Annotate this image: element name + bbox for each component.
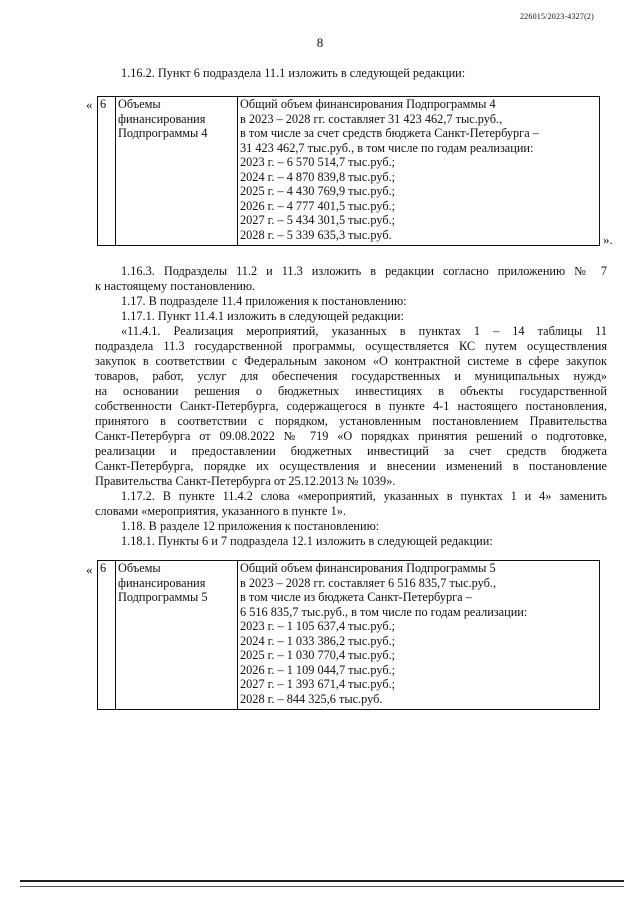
table1-close-quote: ». <box>603 232 613 247</box>
table1-value-line: 31 423 462,7 тыс.руб., в том числе по годам реализации: <box>240 140 534 155</box>
table2-open-quote: « <box>86 562 93 577</box>
table1-value-line: 2023 г. – 6 570 514,7 тыс.руб.; <box>240 155 396 169</box>
table1-label-line: финансирования <box>118 111 206 126</box>
table2-value-cell <box>238 561 600 710</box>
page-bottom-rule-thin <box>20 886 624 887</box>
table1-value-line: 2027 г. – 5 434 301,5 тыс.руб.; <box>240 213 396 227</box>
table2-value-line: 2024 г. – 1 033 386,2 тыс.руб.; <box>240 633 396 648</box>
document-registration-number: 226015/2023-4327(2) <box>519 12 594 21</box>
table2-row-number: 6 <box>98 561 116 710</box>
financing-table-subprogram-5 <box>97 560 600 710</box>
table2-value-line: 2023 г. – 1 105 637,4 тыс.руб.; <box>240 619 396 633</box>
table2-label-cell <box>116 561 238 710</box>
paragraph-1-18-1: 1.18.1. Пункты 6 и 7 подраздела 12.1 изложить в следующей редакции: <box>121 534 493 548</box>
paragraph-1-18: 1.18. В разделе 12 приложения к постановлению: <box>121 519 380 533</box>
paragraph-line: Правительства Санкт-Петербурга от 25.12.2013 № 1039». <box>95 474 396 488</box>
table1-value-line: 2026 г. – 4 777 401,5 тыс.руб.; <box>240 198 396 213</box>
paragraph-1-16-2: 1.16.2. Пункт 6 подраздела 11.1 изложить в следующей редакции: <box>121 66 466 80</box>
table1-row-number: 6 <box>98 97 116 246</box>
table1-open-quote: « <box>86 97 93 112</box>
table1-label-line: Подпрограммы 4 <box>118 126 208 140</box>
table2-value-line: 2028 г. – 844 325,6 тыс.руб. <box>240 691 383 706</box>
table2-label-line: финансирования <box>118 575 206 590</box>
paragraph-1-17-2: 1.17.2. В пункте 11.4.2 слова «мероприятий, указанных в пунктах 1 и 4» заменить <box>121 489 607 503</box>
table2-value-line: в том числе из бюджета Санкт-Петербурга – <box>240 590 472 604</box>
paragraph-1-17: 1.17. В подразделе 11.4 приложения к постановлению: <box>121 294 407 308</box>
table2-value-line: 2025 г. – 1 030 770,4 тыс.руб.; <box>240 648 396 662</box>
table2-label-line: Объемы <box>118 561 161 575</box>
paragraph-line: собственности Санкт-Петербурга, содержащегося в пункте 4-1 настоящего постановления, <box>95 399 607 413</box>
table1-value-line: в том числе за счет средств бюджета Санкт-Петербурга – <box>240 126 539 140</box>
paragraph-line: подраздела 11.3 государственной программы, осуществляется КС путем осуществления <box>95 339 607 353</box>
paragraph-line: на основании решения о бюджетных инвестициях в объекты государственной <box>95 384 607 398</box>
table2-value-line: 6 516 835,7 тыс.руб., в том числе по годам реализации: <box>240 604 528 619</box>
paragraph-line: словами «мероприятия, указанного в пункте 1». <box>95 504 346 518</box>
paragraph-line: реализации и предоставлении бюджетных инвестиций за счет средств бюджета <box>95 444 607 458</box>
table2-label-line: Подпрограммы 5 <box>118 590 208 604</box>
table1-label-line: Объемы <box>118 97 161 111</box>
paragraph-line: Санкт-Петербурга от 09.08.2022 № 719 «О порядках принятия решений о подготовке, <box>95 429 607 443</box>
table2-value-line: 2026 г. – 1 109 044,7 тыс.руб.; <box>240 662 396 677</box>
paragraph-line: товаров, работ, услуг для обеспечения государственных и муниципальных нужд» <box>95 369 607 383</box>
paragraph-line: закупок в соответствии с Федеральным законом «О контрактной системе в сфере закупок <box>95 354 607 368</box>
paragraph-1-16-3: 1.16.3. Подразделы 11.2 и 11.3 изложить в редакции согласно приложению № 7 <box>121 264 607 278</box>
paragraph-line: Санкт-Петербурга, порядке их осуществления и внесении изменений в постановление <box>95 459 607 473</box>
paragraph-1-17-1: 1.17.1. Пункт 11.4.1 изложить в следующей редакции: <box>121 309 404 323</box>
financing-table-subprogram-4 <box>97 96 600 246</box>
page-bottom-rule <box>20 880 624 882</box>
paragraph-11-4-1: «11.4.1. Реализация мероприятий, указанных в пунктах 1 – 14 таблицы 11 <box>121 324 607 338</box>
table1-value-line: 2025 г. – 4 430 769,9 тыс.руб.; <box>240 184 396 198</box>
table1-value-line: Общий объем финансирования Подпрограммы 4 <box>240 97 496 111</box>
table1-value-line: 2024 г. – 4 870 839,8 тыс.руб.; <box>240 169 396 184</box>
page-number: 8 <box>316 35 324 50</box>
table1-value-line: в 2023 – 2028 гг. составляет 31 423 462,7 тыс.руб., <box>240 111 503 126</box>
table1-label-cell <box>116 97 238 246</box>
table2-value-line: 2027 г. – 1 393 671,4 тыс.руб.; <box>240 677 396 691</box>
table2-value-line: в 2023 – 2028 гг. составляет 6 516 835,7 тыс.руб., <box>240 575 497 590</box>
table1-value-cell <box>238 97 600 246</box>
table2-value-line: Общий объем финансирования Подпрограммы 5 <box>240 561 496 575</box>
paragraph-line: к настоящему постановлению. <box>95 279 256 293</box>
paragraph-line: принятого в соответствии с порядком, установленным постановлением Правительства <box>95 414 607 428</box>
table1-value-line: 2028 г. – 5 339 635,3 тыс.руб. <box>240 227 392 242</box>
